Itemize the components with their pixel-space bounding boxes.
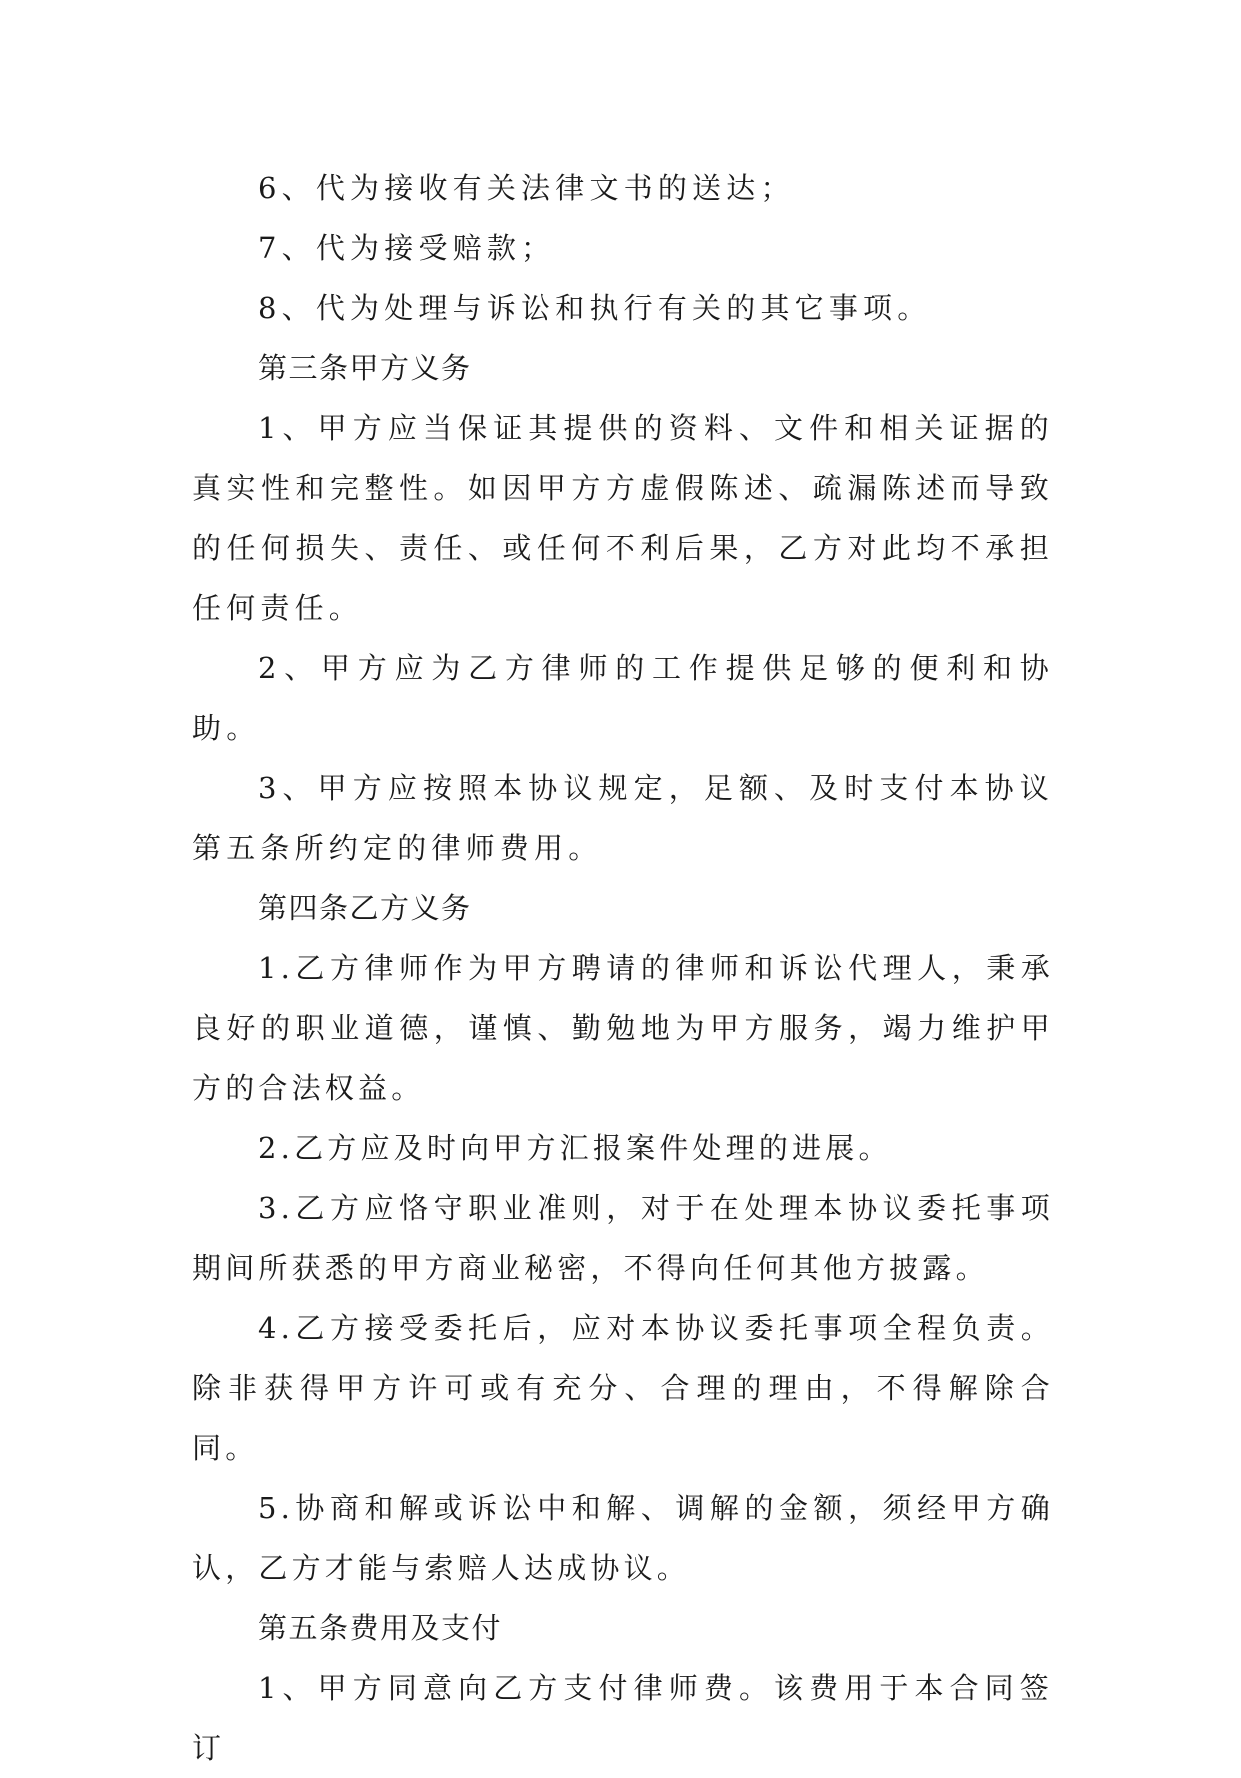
article-3-item-2: 2、甲方应为乙方律师的工作提供足够的便利和协助。 xyxy=(192,651,1054,745)
article-5-item-1: 1、甲方同意向乙方支付律师费。该费用于本合同签订 xyxy=(192,1671,1054,1765)
article-4-item-5: 5.协商和解或诉讼中和解、调解的金额，须经甲方确认，乙方才能与索赔人达成协议。 xyxy=(192,1491,1054,1585)
article-3-item-3: 3、甲方应按照本协议规定，足额、及时支付本协议第五条所约定的律师费用。 xyxy=(192,771,1054,865)
list-item-7: 7、代为接受赔款； xyxy=(258,231,556,265)
article-4-item-3: 3.乙方应恪守职业准则，对于在处理本协议委托事项期间所获悉的甲方商业秘密，不得向任何其他方披露。 xyxy=(192,1191,1054,1285)
article-3-heading: 第三条甲方义务 xyxy=(258,351,472,385)
article-4-item-1: 1.乙方律师作为甲方聘请的律师和诉讼代理人，秉承良好的职业道德，谨慎、勤勉地为甲方服务，竭力维护甲方的合法权益。 xyxy=(192,951,1054,1105)
article-5-heading: 第五条费用及支付 xyxy=(258,1611,503,1645)
article-4-item-2: 2.乙方应及时向甲方汇报案件处理的进展。 xyxy=(258,1131,892,1165)
list-item-6: 6、代为接收有关法律文书的送达； xyxy=(258,171,795,205)
list-item-8: 8、代为处理与诉讼和执行有关的其它事项。 xyxy=(258,291,932,325)
article-3-item-1: 1、甲方应当保证其提供的资料、文件和相关证据的真实性和完整性。如因甲方方虚假陈述、疏漏陈述而导致的任何损失、责任、或任何不利后果，乙方对此均不承担任何责任。 xyxy=(192,411,1054,625)
article-4-item-4: 4.乙方接受委托后，应对本协议委托事项全程负责。除非获得甲方许可或有充分、合理的理由，不得解除合同。 xyxy=(192,1311,1054,1465)
article-4-heading: 第四条乙方义务 xyxy=(258,891,472,925)
document-body xyxy=(192,158,1054,1778)
